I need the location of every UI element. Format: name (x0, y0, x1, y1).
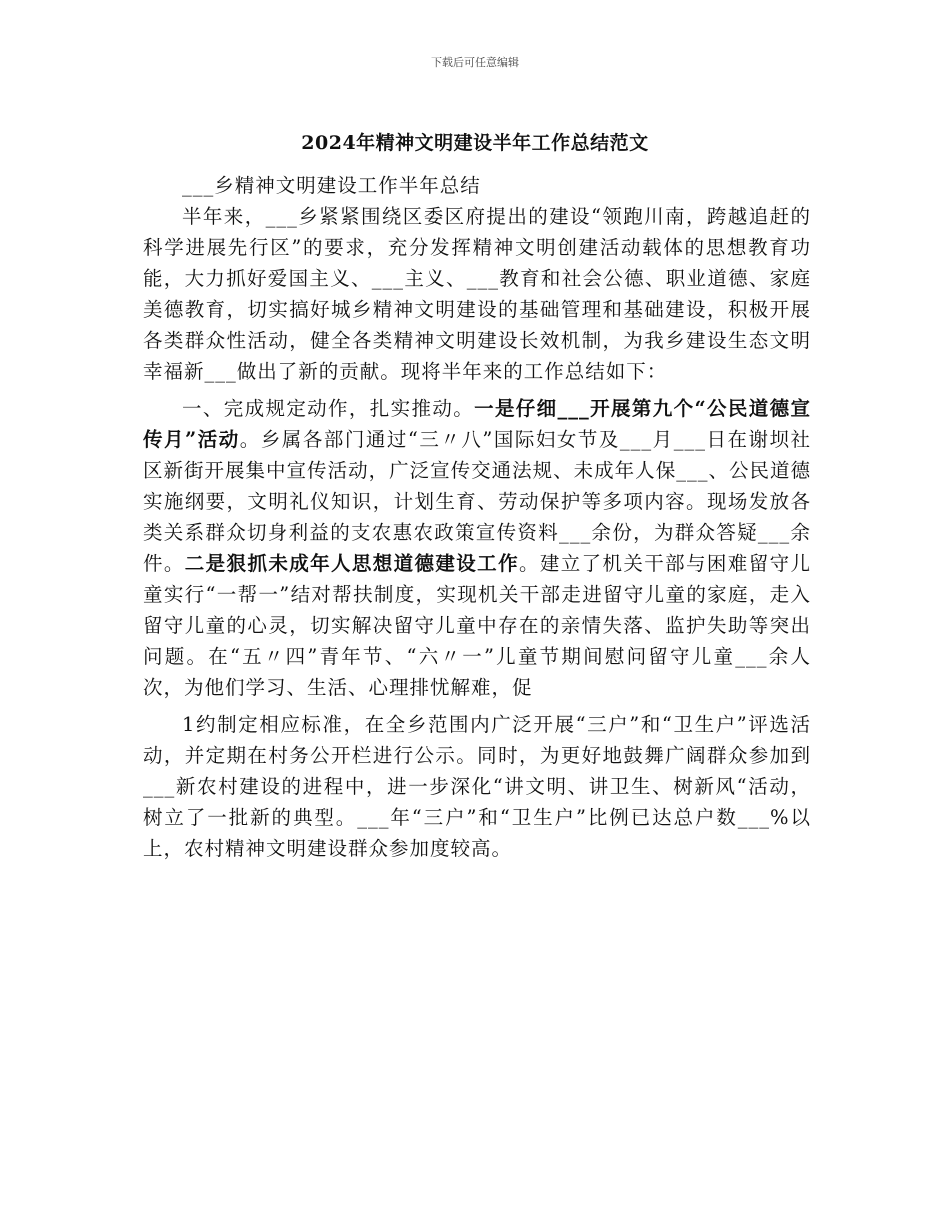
paragraph-3: 1约制定相应标准，在全乡范围内广泛开展“三户”和“卫生户”评选活动，并定期在村务公开栏进行公示。同时，为更好地鼓舞广阔群众参加到___新农村建设的进程中，进一步深化“讲文明、讲卫生、树新风“活动，树立了一批新的典型。___年“三户”和“卫生户”比例已达总户数___%以上，农村精神文明建设群众参加度较高。 (143, 713, 811, 860)
document-body (143, 170, 811, 864)
document-title: 2024年精神文明建设半年工作总结范文 (301, 132, 649, 154)
paragraph-2-bold-1: 一是仔细___开展第九个“公民道德宣传月”活动 (143, 397, 811, 451)
paragraph-2-bold-2: 二是狠抓未成年人思想道德建设工作 (184, 552, 519, 575)
paragraph-1: 半年来，___乡紧紧围绕区委区府提出的建设“领跑川南，跨越追赶的科学进展先行区”的要求，充分发挥精神文明创建活动载体的思想教育功能，大力抓好爱国主义、___主义、___教育和社会公德、职业道德、家庭美德教育，切实搞好城乡精神文明建设的基础管理和基础建设，积极开展各类群众性活动，健全各类精神文明建设长效机制，为我乡建设生态文明幸福新___做出了新的贡献。现将半年来的工作总结如下： (143, 205, 811, 383)
document-subtitle: ___乡精神文明建设工作半年总结 (182, 174, 481, 197)
paragraph-2-intro: 一、完成规定动作，扎实推动。 (182, 397, 475, 420)
paragraph-2-text-1: 。乡属各部门通过“三〃八”国际妇女节及___月___日在谢坝社区新街开展集中宣传活动，广泛宣传交通法规、未成年人保___、公民道德实施纲要，文明礼仪知识，计划生育、劳动保护等多项内容。现场发放各类关系群众切身利益的支农惠农政策宣传资料___余份，为群众答疑___余件。 (143, 428, 811, 575)
paragraph-2 (143, 393, 811, 703)
page-header-note: 下载后可任意编辑 (431, 56, 519, 69)
paragraph-2-text-2: 。建立了机关干部与困难留守儿童实行“一帮一”结对帮扶制度，实现机关干部走进留守儿童的家庭，走入留守儿童的心灵，切实解决留守儿童中存在的亲情失落、监护失助等突出问题。在“五〃四”青年节、“六〃一”儿童节期间慰问留守儿童___余人次，为他们学习、生活、心理排忧解难，促 (143, 552, 811, 699)
